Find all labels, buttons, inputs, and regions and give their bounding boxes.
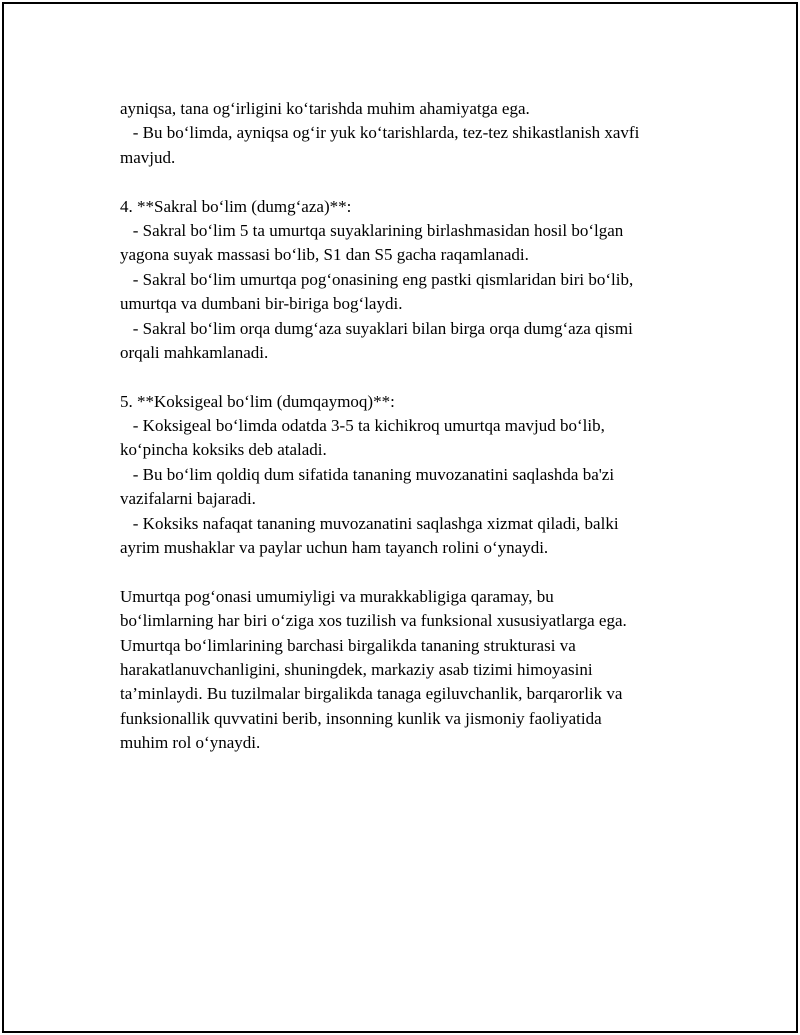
text-line: Umurtqa pog‘onasi umumiyligi va murakkabligiga qaramay, bu: [120, 586, 554, 606]
text-line: bo‘limlarning har biri o‘ziga xos tuzilish va funksional xususiyatlarga ega.: [120, 611, 627, 631]
text-line: ayniqsa, tana og‘irligini ko‘tarishda muhim ahamiyatga ega.: [120, 99, 530, 118]
text-line: - Sakral bo‘lim umurtqa pog‘onasining eng pastki qismlaridan biri bo‘lib,: [120, 269, 634, 289]
document-body: [120, 97, 700, 756]
text-line: - Sakral bo‘lim 5 ta umurtqa suyaklarining birlashmasidan hosil bo‘lgan: [120, 220, 624, 240]
text-line: - Bu bo‘lim qoldiq dum sifatida tananing muvozanatini saqlashda ba'zi: [120, 464, 615, 484]
section-heading: 5. **Koksigeal bo‘lim (dumqaymoq)**:: [120, 391, 395, 411]
text-line: ayrim mushaklar va paylar uchun ham tayanch rolini o‘ynaydi.: [120, 538, 549, 558]
text-line: yagona suyak massasi bo‘lib, S1 dan S5 gacha raqamlanadi.: [120, 245, 529, 265]
text-line: mavjud.: [120, 147, 176, 167]
blank-line: [120, 170, 700, 194]
text-line: ta’minlaydi. Bu tuzilmalar birgalikda tanaga egiluvchanlik, barqarorlik va: [120, 684, 623, 704]
text-line: - Bu bo‘limda, ayniqsa og‘ir yuk ko‘tarishlarda, tez-tez shikastlanish xavfi: [120, 123, 640, 143]
document-page: [2, 2, 798, 1033]
text-line: muhim rol o‘ynaydi.: [120, 733, 261, 753]
text-line: - Sakral bo‘lim orqa dumg‘aza suyaklari bilan birga orqa dumg‘aza qismi: [120, 318, 633, 338]
text-line: ko‘pincha koksiks deb ataladi.: [120, 440, 327, 460]
text-line: - Koksiks nafaqat tananing muvozanatini saqlashga xizmat qiladi, balki: [120, 513, 619, 533]
text-line: umurtqa va dumbani bir-biriga bog‘laydi.: [120, 294, 403, 314]
text-line: - Koksigeal bo‘limda odatda 3-5 ta kichikroq umurtqa mavjud bo‘lib,: [120, 416, 605, 436]
text-line: vazifalarni bajaradi.: [120, 489, 256, 509]
text-line: harakatlanuvchanligini, shuningdek, markaziy asab tizimi himoyasini: [120, 659, 593, 679]
text-line: Umurtqa bo‘limlarining barchasi birgalikda tananing strukturasi va: [120, 635, 576, 655]
blank-line: [120, 560, 700, 584]
text-line: funksionallik quvvatini berib, insonning kunlik va jismoniy faoliyatida: [120, 708, 602, 728]
blank-line: [120, 365, 700, 389]
section-heading: 4. **Sakral bo‘lim (dumg‘aza)**:: [120, 196, 352, 216]
text-line: orqali mahkamlanadi.: [120, 342, 269, 362]
